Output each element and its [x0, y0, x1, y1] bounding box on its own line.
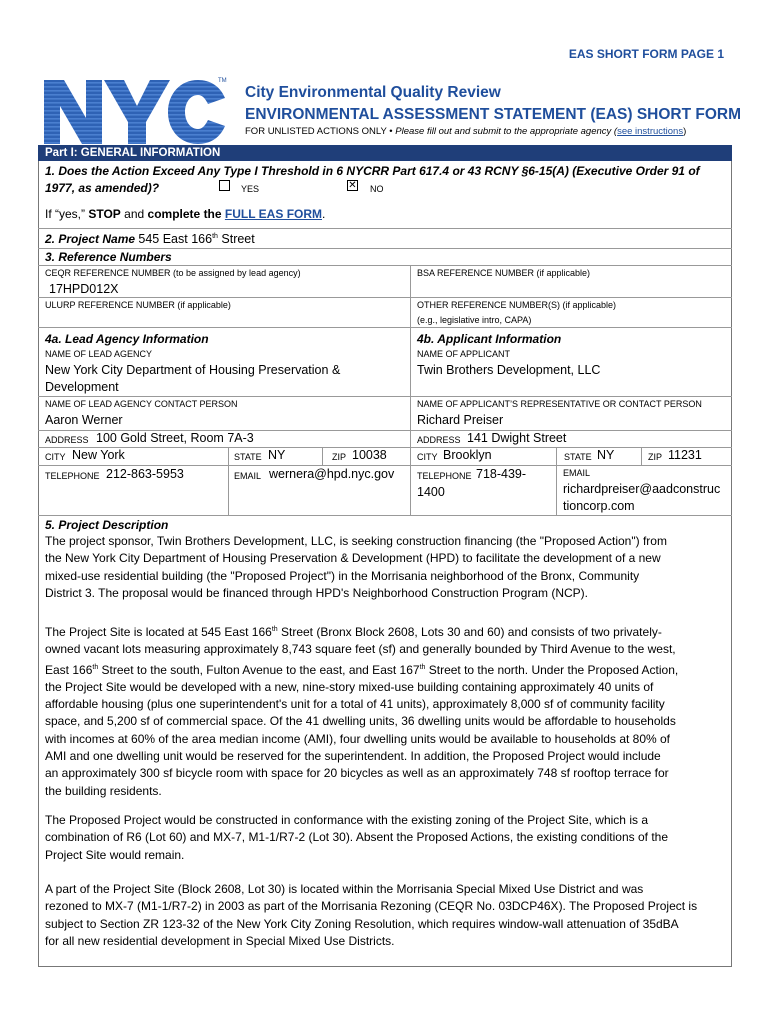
text-line: District 3. The proposal would be financed through HPD's Neighborhood Construction Program (NCP). [45, 585, 588, 600]
applicant-heading: 4b. Applicant Information [417, 332, 562, 346]
text-line: AMI and one dwelling unit would be reserved for the superintendent. In addition, the Proposed Project would include [45, 749, 661, 764]
lead-zip-value[interactable]: 10038 [352, 448, 387, 462]
project-description-heading: 5. Project Description [45, 518, 169, 532]
applicant-address-label: ADDRESS [417, 435, 461, 445]
period: . [322, 207, 326, 221]
applicant-tel-label: TELEPHONE [417, 471, 472, 481]
q1-line1: 1. Does the Action Exceed Any Type I Threshold in 6 NYCRR Part 617.4 or 43 RCNY §6-15(A) (Executive Order 91 of [45, 164, 700, 178]
text-line: subject to Section ZR 123-32 of the New York City Zoning Resolution, which requires window-wall attenuation of 35dBA [45, 916, 679, 931]
cell-divider [322, 447, 323, 465]
divider [38, 465, 410, 466]
project-name-label: 2. Project Name [45, 232, 136, 246]
description-paragraph-2 [45, 621, 725, 800]
applicant-zip-label: ZIP [648, 452, 663, 462]
text-line: rezoned to MX-7 (M1-1/R7-2) in 2003 as part of the Morrisania Rezoning (CEQR No. 03DCP46X). The Proposed Project is [45, 899, 698, 914]
instructions-close: ) [683, 126, 687, 137]
cell-divider [641, 447, 642, 465]
text-line: the New York City Department of Housing Preservation & Development (HPD) to facilitate the development of a new [45, 551, 661, 566]
text-line: The Proposed Project would be constructed in conformance with the existing zoning of the Project Site, which is a [45, 813, 648, 827]
yes-label: YES [241, 184, 260, 194]
page-label: EAS SHORT FORM PAGE 1 [568, 47, 724, 61]
no-checkbox[interactable]: ✕ [348, 180, 357, 191]
applicant-rep-value[interactable]: Richard Preiser [417, 413, 504, 427]
cell-divider [228, 447, 229, 515]
lead-email-value[interactable]: wernera@hpd.nyc.gov [269, 467, 395, 481]
lead-tel-value[interactable]: 212-863-5953 [106, 467, 184, 481]
applicant-rep-label: NAME OF APPLICANT’S REPRESENTATIVE OR CONTACT PERSON [417, 399, 702, 409]
description-paragraph-1 [45, 533, 725, 602]
lead-address-label: ADDRESS [45, 435, 89, 445]
lead-tel-label: TELEPHONE [45, 471, 100, 481]
text-line: affordable housing (plus one superintendent's unit for a total of 41 units), approximately 8,000 sf of community facility [45, 697, 665, 712]
applicant-tel-line2[interactable]: 1400 [417, 485, 445, 499]
lead-state-label: STATE [234, 452, 262, 462]
description-paragraph-3 [45, 812, 725, 864]
divider [38, 297, 732, 298]
text-line: mixed-use residential building (the "Proposed Project") in the Morrisania neighborhood of the Bronx, Community [45, 568, 640, 583]
trademark: TM [218, 78, 227, 84]
lead-zip-label: ZIP [332, 452, 347, 462]
instructions-text: Please fill out and submit to the appropriate agency ( [395, 126, 618, 137]
applicant-address-value[interactable]: 141 Dwight Street [467, 431, 567, 445]
reference-numbers-heading: 3. Reference Numbers [45, 250, 172, 264]
lead-contact-value[interactable]: Aaron Werner [45, 413, 123, 427]
divider [38, 327, 732, 328]
applicant-tel-line1[interactable]: 718-439- [476, 467, 527, 481]
bullet: • [389, 126, 393, 137]
divider [410, 465, 732, 466]
nyc-logo [42, 78, 227, 146]
applicant-name-value[interactable]: Twin Brothers Development, LLC [417, 363, 601, 377]
project-name-value[interactable]: 545 East 166th Street [138, 232, 255, 246]
project-name-row [45, 232, 255, 246]
form-title: City Environmental Quality Review [245, 84, 501, 101]
lead-city-label: CITY [45, 452, 66, 462]
lead-city-value[interactable]: New York [72, 448, 125, 462]
ceqr-value[interactable]: 17HPD012X [49, 282, 119, 296]
applicant-city-label: CITY [417, 452, 438, 462]
lead-agency-heading: 4a. Lead Agency Information [45, 332, 209, 346]
unlisted-prefix: FOR UNLISTED ACTIONS ONLY [245, 126, 387, 137]
see-instructions-link[interactable]: see instructions [617, 126, 684, 137]
stop-text: STOP [88, 207, 121, 221]
text-line: an approximately 300 sf bicycle room with space for 20 bicycles as well as an approximately 748 sf rooftop terrace for [45, 766, 669, 781]
divider [410, 396, 732, 397]
complete-text: complete the [147, 207, 222, 221]
text-line: East 166th Street to the south, Fulton Avenue to the east, and East 167th Street to the north. Under the Proposed Action, [45, 662, 679, 677]
unlisted-line [245, 126, 686, 137]
divider [410, 430, 732, 431]
divider [38, 515, 732, 516]
applicant-email-line2[interactable]: tioncorp.com [563, 499, 635, 513]
applicant-state-value[interactable]: NY [597, 448, 615, 462]
text-line: the Project Site would be developed with a new, nine-story mixed-use building containing approximately 40 units of [45, 679, 654, 694]
text-line: Project Site would remain. [45, 847, 185, 862]
text-line: space, and 5,200 sf of commercial space. Of the 41 dwelling units, 36 dwelling units would be affordable to households [45, 714, 676, 729]
applicant-email-label: EMAIL [563, 468, 591, 478]
if-yes-line [45, 207, 325, 221]
lead-agency-name-label: NAME OF LEAD AGENCY [45, 349, 153, 359]
form-subtitle: ENVIRONMENTAL ASSESSMENT STATEMENT (EAS) SHORT FORM [245, 106, 742, 123]
lead-email-label: EMAIL [234, 471, 262, 481]
no-label: NO [370, 184, 384, 194]
bsa-label: BSA REFERENCE NUMBER (if applicable) [417, 268, 591, 278]
applicant-city-value[interactable]: Brooklyn [443, 448, 492, 462]
other-ref-hint: (e.g., legislative intro, CAPA) [417, 315, 532, 325]
column-divider [410, 327, 411, 515]
yes-checkbox[interactable] [219, 180, 230, 191]
text-line: owned vacant lots measuring approximately 8,743 square feet (sf) and generally bounded by Third Avenue to the west, [45, 642, 676, 657]
q1-line2: 1977, as amended)? [45, 181, 160, 195]
column-divider [410, 265, 411, 327]
divider [38, 396, 410, 397]
description-paragraph-4 [45, 881, 725, 950]
text-line: with incomes at 60% of the area median income (AMI), four dwelling units would be available to households at 80% of [45, 731, 671, 746]
cell-divider [556, 447, 557, 515]
lead-agency-name-line1[interactable]: New York City Department of Housing Preservation & [45, 363, 341, 377]
lead-address-value[interactable]: 100 Gold Street, Room 7A-3 [96, 431, 254, 445]
applicant-email-line1[interactable]: richardpreiser@aadconstruc [563, 482, 721, 496]
text-line: The project sponsor, Twin Brothers Development, LLC, is seeking construction financing (the "Proposed Action") from [45, 534, 667, 548]
text-line: for all new residential development in Special Mixed Use Districts. [45, 933, 395, 948]
and-text: and [124, 207, 145, 221]
ceqr-label: CEQR REFERENCE NUMBER (to be assigned by lead agency) [45, 268, 301, 278]
full-eas-form-link[interactable]: FULL EAS FORM [224, 207, 323, 221]
divider [38, 265, 732, 266]
applicant-state-label: STATE [564, 452, 592, 462]
other-ref-label: OTHER REFERENCE NUMBER(S) (if applicable) [417, 300, 617, 310]
part1-band: Part I: GENERAL INFORMATION [38, 145, 732, 161]
applicant-zip-value[interactable]: 11231 [668, 448, 702, 462]
lead-contact-label: NAME OF LEAD AGENCY CONTACT PERSON [45, 399, 238, 409]
lead-state-value[interactable]: NY [268, 448, 286, 462]
applicant-name-label: NAME OF APPLICANT [417, 349, 511, 359]
text-line: combination of R6 (Lot 60) and MX-7, M1-1/R7-2 (Lot 30). Absent the Proposed Actions, the existing conditions of the [45, 830, 669, 845]
text-line: The Project Site is located at 545 East 166th Street (Bronx Block 2608, Lots 30 and 60) and consists of two privately- [45, 625, 662, 639]
ulurp-label: ULURP REFERENCE NUMBER (if applicable) [45, 300, 231, 310]
lead-agency-name-line2[interactable]: Development [45, 380, 119, 394]
text-line: the building residents. [45, 783, 162, 798]
divider [38, 248, 732, 249]
divider [38, 228, 732, 229]
if-yes-prefix: If “yes,” [45, 207, 86, 221]
text-line: A part of the Project Site (Block 2608, Lot 30) is located within the Morrisania Special Mixed Use District and was [45, 882, 644, 896]
